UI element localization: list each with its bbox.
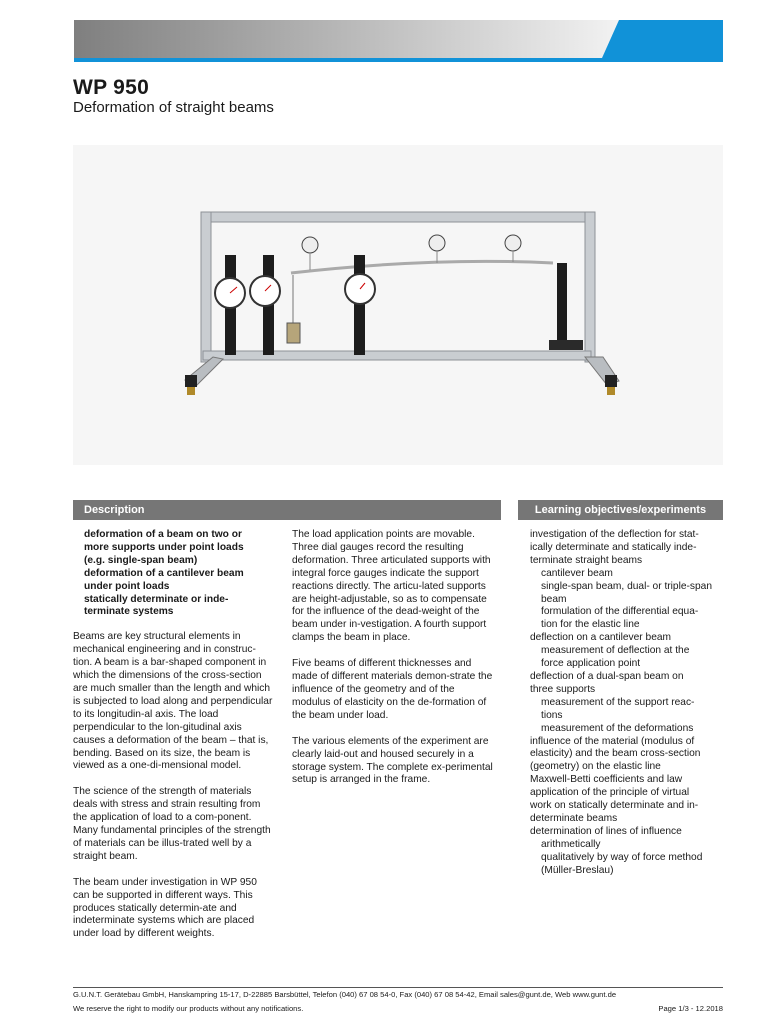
learning-objective-line: ically determinate and statically inde-: [530, 541, 697, 553]
learning-objectives-heading: Learning objectives/experiments: [518, 500, 723, 520]
learning-objective-line: (geometry) on the elastic line: [530, 761, 661, 773]
learning-objective-line: deflection of a dual-span beam on: [530, 670, 684, 682]
description-paragraph: The load application points are movable. Three dial gauges record the resulting deformation. Three articulated supports with integral force gauges indicate the support reactions directly. The articu-lated supports are height-adjustable, so as to compensate for the influence of the dead-weight of the beam under in-vestigation. A fourth support clamps the beam in place.: [292, 529, 491, 644]
feature-line: more supports under point loads: [84, 541, 244, 553]
learning-objective-line: measurement of deflection at the: [541, 645, 690, 657]
learning-objectives-list: [530, 529, 726, 877]
product-photo: [73, 145, 723, 465]
learning-objective-line: influence of the material (modulus of: [530, 735, 695, 747]
feature-line: (e.g. single-span beam): [84, 554, 198, 566]
learning-objective-line: application of the principle of virtual: [530, 787, 690, 799]
learning-objective-line: formulation of the differential equa-: [541, 606, 699, 618]
learning-objective-line: Maxwell-Betti coefficients and law: [530, 774, 683, 786]
learning-objective-line: arithmetically: [541, 838, 601, 850]
learning-objective-line: measurement of the deformations: [541, 722, 694, 734]
learning-objective-line: qualitatively by way of force method: [541, 851, 703, 863]
key-features-list: [73, 529, 273, 619]
footer-divider: [73, 987, 723, 988]
modification-notice: We reserve the right to modify our products without any notifications.: [73, 1004, 304, 1013]
description-paragraph: Five beams of different thicknesses and made of different materials demon-strate the influence of the geometry and of the modulus of elasticity on the de-formation of the beam under load.: [292, 658, 493, 721]
description-heading: Description: [73, 500, 501, 520]
learning-objective-line: three supports: [530, 683, 596, 695]
feature-line: deformation of a beam on two or: [84, 529, 242, 540]
learning-objective-line: work on statically determinate and in-: [530, 800, 699, 812]
company-address: G.U.N.T. Gerätebau GmbH, Hanskampring 15-17, D-22885 Barsbüttel, Telefon (040) 67 08 54-0, Fax (040) 67 08 54-42, Email sales@gunt.de, Web www.gunt.de: [73, 990, 617, 999]
learning-objective-line: determinate beams: [530, 812, 618, 824]
learning-objective-line: (Müller-Breslau): [541, 864, 614, 876]
learning-objective-line: investigation of the deflection for stat-: [530, 529, 699, 540]
learning-objective-line: determination of lines of influence: [530, 825, 682, 837]
header-banner: [74, 20, 723, 62]
product-subtitle: Deformation of straight beams: [73, 99, 274, 116]
feature-line: under point loads: [84, 580, 170, 592]
page-number: Page 1/3 - 12.2018: [658, 1004, 723, 1013]
learning-objective-line: beam: [541, 593, 567, 605]
description-paragraph: The science of the strength of materials deals with stress and strain resulting from the application of load to a com-ponent. Many fundamental principles of the strength of materials can be illus-trated well by a straight beam.: [73, 786, 271, 862]
learning-objective-line: force application point: [541, 658, 641, 670]
learning-objective-line: terminate straight beams: [530, 554, 643, 566]
product-code: WP 950: [73, 76, 150, 99]
description-column-1: [73, 529, 273, 954]
learning-objective-line: deflection on a cantilever beam: [530, 632, 672, 644]
description-column-2: [292, 529, 494, 800]
learning-objective-line: elasticity) and the beam cross-section: [530, 748, 701, 760]
description-paragraph: The beam under investigation in WP 950 can be supported in different ways. This produces statically determin-ate and indeterminate systems which are placed under load by different weights.: [73, 876, 257, 940]
learning-objective-line: tions: [541, 709, 563, 721]
learning-objective-line: tion for the elastic line: [541, 619, 640, 631]
feature-line: statically determinate or inde-: [84, 593, 229, 605]
feature-line: terminate systems: [84, 606, 174, 618]
learning-objective-line: single-span beam, dual- or triple-span: [541, 580, 713, 592]
description-paragraph: The various elements of the experiment are clearly laid-out and housed securely in a storage system. The complete ex-perimental setup is arranged in the frame.: [292, 735, 493, 786]
feature-line: deformation of a cantilever beam: [84, 567, 244, 579]
learning-objective-line: cantilever beam: [541, 567, 613, 579]
learning-objective-line: measurement of the support reac-: [541, 696, 695, 708]
description-paragraph: Beams are key structural elements in mechanical engineering and in construc-tion. A beam is a bar-shaped component in which the dimensions of the cross-section are much smaller than the length and which is subjected to load along and perpendicular to its longitudin-al axis. The load perpendicular to the lon-gitudinal axis causes a deformation of the beam – that is, bending. Based on its size, the beam is viewed as a one-di-mensional model.: [73, 631, 273, 772]
